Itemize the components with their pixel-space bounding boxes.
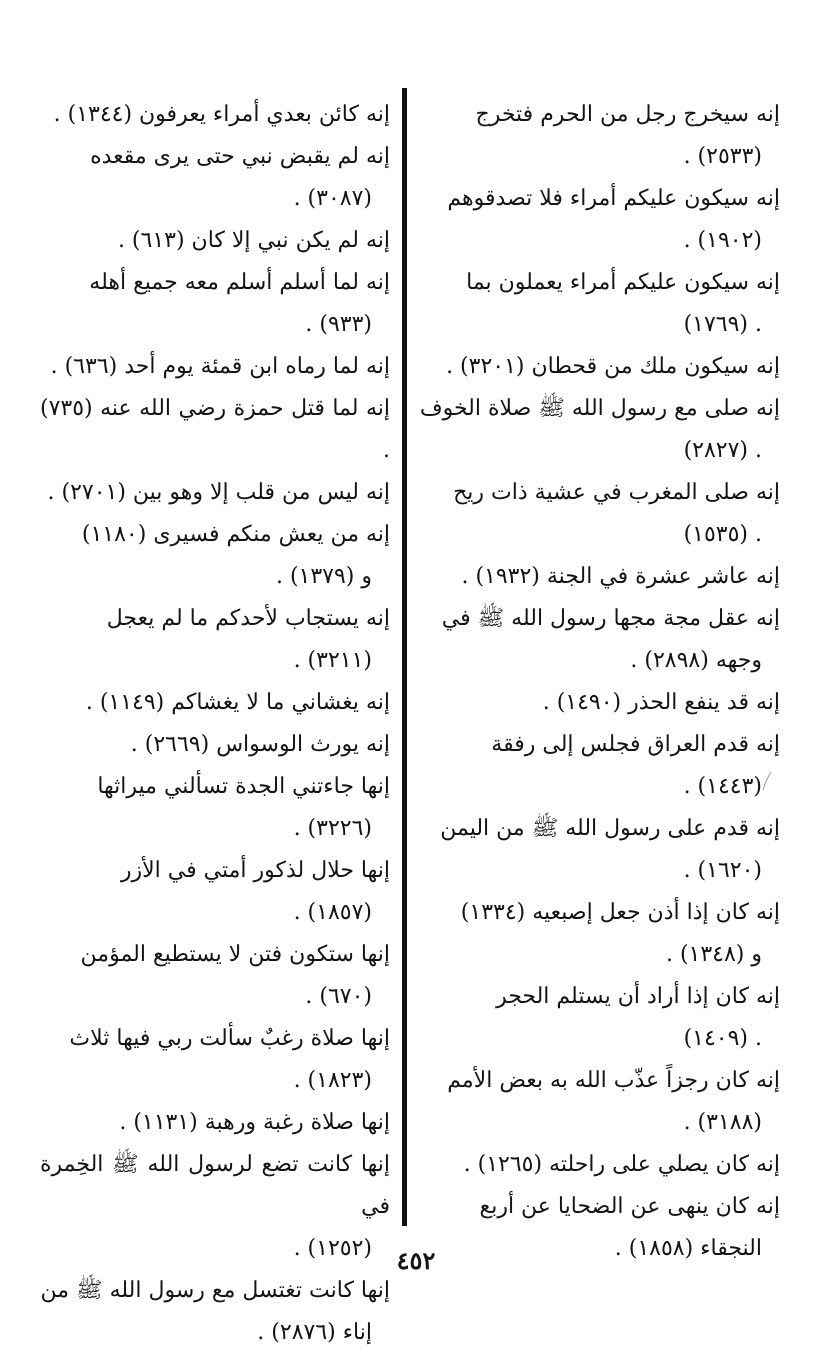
entry-text: إنه صلى مع رسول الله ﷺ صلاة الخوف xyxy=(419,396,780,421)
entry-text: إنها صلاة رغبٌ سألت ربي فيها ثلاث xyxy=(69,1026,390,1051)
entry-text: إنه قدم على رسول الله ﷺ من اليمن xyxy=(440,816,780,841)
index-entry xyxy=(40,514,390,598)
entry-text: إنه كان رجزاً عذّب الله به بعض الأمم xyxy=(447,1068,780,1093)
index-entry xyxy=(40,598,390,682)
index-entry xyxy=(40,94,390,136)
index-entry xyxy=(40,220,390,262)
entry-reference: (١٩٠٢) . xyxy=(683,228,762,253)
index-entry xyxy=(418,94,780,178)
entry-text: إنه يستجاب لأحدكم ما لم يعجل xyxy=(106,606,390,631)
entry-reference: (١٤٤٣) . xyxy=(683,774,762,799)
entry-text: إنه ليس من قلب إلا وهو بين (٢٧٠١) . xyxy=(47,480,390,505)
index-entry xyxy=(418,262,780,346)
index-entry xyxy=(418,976,780,1060)
index-entry xyxy=(418,724,780,808)
index-entry xyxy=(40,262,390,346)
index-entry xyxy=(418,472,780,556)
entry-text: إنه لما رماه ابن قمئة يوم أحد (٦٣٦) . xyxy=(50,354,390,379)
entry-reference: (٣٢٢٦) . xyxy=(293,816,372,841)
index-entry xyxy=(40,472,390,514)
entry-reference: (٣٠٨٧) . xyxy=(293,186,372,211)
entry-text: إنها جاءتني الجدة تسألني ميراثها xyxy=(97,774,390,799)
column-divider xyxy=(402,88,407,1226)
entry-reference: . (٢٨٢٧) xyxy=(683,438,762,463)
entry-text: إنها صلاة رغبة ورهبة (١١٣١) . xyxy=(119,1110,390,1135)
entry-reference: (١٢٥٢) . xyxy=(293,1236,372,1261)
index-entry xyxy=(418,388,780,472)
index-entry xyxy=(40,766,390,850)
index-entry xyxy=(40,724,390,766)
entry-text: إنه سيكون عليكم أمراء فلا تصدقوهم xyxy=(447,186,780,211)
entry-reference: (٩٣٣) . xyxy=(305,312,372,337)
entry-text: إنه سيخرج رجل من الحرم فتخرج xyxy=(475,102,780,127)
index-entry xyxy=(40,850,390,934)
entry-text: إنه يورث الوسواس (٢٦٦٩) . xyxy=(130,732,390,757)
entry-text: إنه كائن بعدي أمراء يعرفون (١٣٤٤) . xyxy=(53,102,390,127)
entry-reference: . (١٤٠٩) xyxy=(683,1026,762,1051)
entry-text: إنه عاشر عشرة في الجنة (١٩٣٢) . xyxy=(461,564,780,589)
entry-reference: إناء (٢٨٧٦) . xyxy=(257,1320,372,1345)
entry-reference: و (١٣٤٨) . xyxy=(665,942,762,967)
entry-text: إنه كان ينهى عن الضحايا عن أربع xyxy=(479,1194,780,1219)
entry-reference: و (١٣٧٩) . xyxy=(275,564,372,589)
entry-reference: (٢٥٣٣) . xyxy=(683,144,762,169)
entry-text: إنه من يعش منكم فسيرى (١١٨٠) xyxy=(81,522,390,547)
index-entry xyxy=(418,598,780,682)
entry-text: إنه صلى المغرب في عشية ذات ريح xyxy=(453,480,780,505)
entry-text: إنه كان إذا أذن جعل إصبعيه (١٣٣٤) xyxy=(460,900,780,925)
index-entry xyxy=(40,136,390,220)
entry-text: إنها كانت تغتسل مع رسول الله ﷺ من xyxy=(40,1278,390,1303)
page-number: ٤٥٢ xyxy=(396,1246,436,1275)
index-entry xyxy=(418,556,780,598)
entry-reference: (١٦٢٠) . xyxy=(683,858,762,883)
entry-text: إنه يغشاني ما لا يغشاكم (١١٤٩) . xyxy=(85,690,390,715)
index-entry xyxy=(40,388,390,472)
stray-pen-mark xyxy=(760,770,774,792)
entry-text: إنها حلال لذكور أمتي في الأزر xyxy=(120,858,390,883)
index-entry xyxy=(418,892,780,976)
entry-reference: (١٨٢٣) . xyxy=(293,1068,372,1093)
index-entry xyxy=(418,346,780,388)
entry-text: إنها كانت تضع لرسول الله ﷺ الخِمرة في xyxy=(40,1152,390,1219)
entry-reference: (٣١٨٨) . xyxy=(683,1110,762,1135)
index-entry xyxy=(418,178,780,262)
index-column-right xyxy=(418,94,780,1270)
entry-text: إنه لم يقبض نبي حتى يرى مقعده xyxy=(90,144,390,169)
index-entry xyxy=(40,1102,390,1144)
entry-reference: النجقاء (١٨٥٨) . xyxy=(614,1236,762,1261)
entry-text: إنه سيكون ملك من قحطان (٣٢٠١) . xyxy=(446,354,780,379)
entry-reference: (١٨٥٧) . xyxy=(293,900,372,925)
index-entry xyxy=(40,934,390,1018)
entry-text: إنه عقل مجة مجها رسول الله ﷺ في xyxy=(441,606,780,631)
entry-text: إنه كان إذا أراد أن يستلم الحجر xyxy=(496,984,780,1009)
entry-text: إنه لما أسلم أسلم معه جميع أهله xyxy=(89,270,390,295)
index-entry xyxy=(40,346,390,388)
entry-reference: وجهه (٢٨٩٨) . xyxy=(630,648,762,673)
index-entry xyxy=(418,1060,780,1144)
index-entry xyxy=(418,1144,780,1186)
entry-text: إنه لم يكن نبي إلا كان (٦١٣) . xyxy=(117,228,390,253)
entry-reference: (٣٢١١) . xyxy=(293,648,372,673)
entry-text: إنه كان يصلي على راحلته (١٢٦٥) . xyxy=(463,1152,780,1177)
entry-reference: . (١٥٣٥) xyxy=(683,522,762,547)
index-entry xyxy=(418,682,780,724)
entry-text: إنه لما قتل حمزة رضي الله عنه (٧٣٥) . xyxy=(40,396,390,463)
index-entry xyxy=(40,1018,390,1102)
index-entry xyxy=(418,808,780,892)
entry-text: إنه قد ينفع الحذر (١٤٩٠) . xyxy=(542,690,780,715)
entry-text: إنه قدم العراق فجلس إلى رفقة xyxy=(491,732,780,757)
index-entry xyxy=(40,682,390,724)
entry-reference: (٦٧٠) . xyxy=(305,984,372,1009)
index-entry xyxy=(40,1270,390,1354)
entry-reference: . (١٧٦٩) xyxy=(683,312,762,337)
entry-text: إنها ستكون فتن لا يستطيع المؤمن xyxy=(80,942,390,967)
entry-text: إنه سيكون عليكم أمراء يعملون بما xyxy=(466,270,780,295)
index-column-left xyxy=(40,94,390,1354)
